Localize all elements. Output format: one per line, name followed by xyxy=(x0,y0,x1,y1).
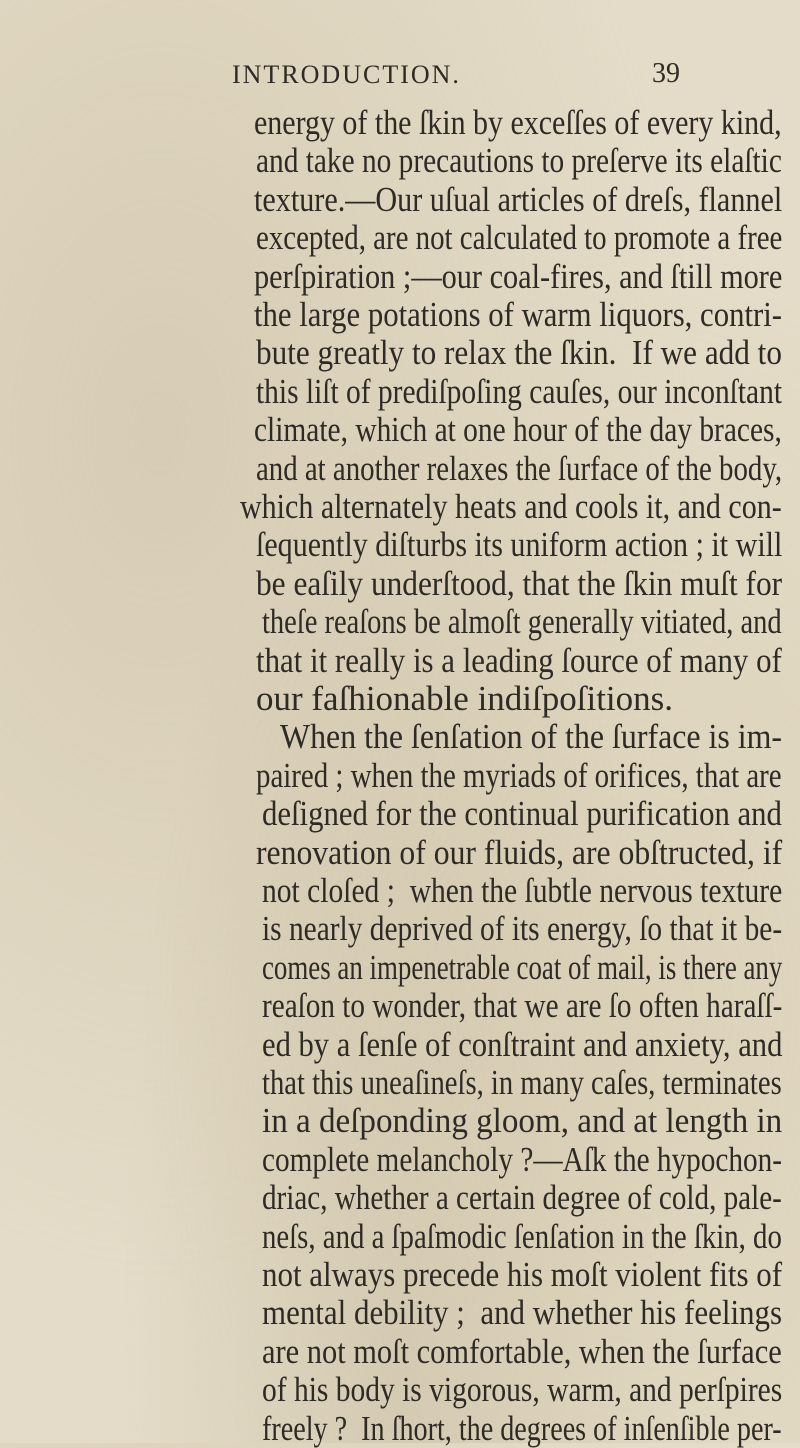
text-line: freely ? In ſhort, the degrees of inſenſible per- xyxy=(262,1408,782,1448)
text-line: which alternately heats and cools it, and con- xyxy=(240,487,782,526)
running-title: INTRODUCTION. xyxy=(232,60,461,89)
text-line: climate, which at one hour of the day braces, xyxy=(254,410,782,450)
text-line: paired ; when the myriads of orifices, that are xyxy=(256,755,782,795)
page-header xyxy=(0,58,800,98)
text-line: that it really is a leading ſource of many of xyxy=(256,640,782,680)
text-line: not always precede his moſt violent fits of xyxy=(262,1255,783,1294)
page-number: 39 xyxy=(652,58,680,89)
text-line: driac, whether a certain degree of cold, pale- xyxy=(262,1178,782,1218)
text-line: perſpiration ;—our coal-fires, and ſtill more xyxy=(254,256,783,296)
text-line: our faſhionable indiſpoſitions. xyxy=(256,679,674,718)
text-line: texture.—Our uſual articles of dreſs, flannel xyxy=(254,179,783,219)
text-line: complete melancholy ?—Aſk the hypochon- xyxy=(262,1139,783,1179)
text-line: comes an impenetrable coat of mail, is there any xyxy=(262,947,783,987)
text-line: When the ſenſation of the ſurface is im- xyxy=(280,717,783,757)
text-line: mental debility ; and whether his feelings xyxy=(262,1293,783,1333)
text-line: ſequently diſturbs its uniform action ; it will xyxy=(256,525,783,565)
text-line: deſigned for the continual purification and xyxy=(262,794,782,834)
text-line: that this uneaſineſs, in many caſes, terminates xyxy=(262,1063,782,1102)
text-line: theſe reaſons be almoſt generally vitiated, and xyxy=(262,602,782,642)
text-line: the large potations of warm liquors, contri- xyxy=(254,295,783,334)
text-line: in a deſponding gloom, and at length in xyxy=(262,1101,783,1141)
text-line: not cloſed ; when the ſubtle nervous texture xyxy=(262,871,783,910)
text-line: energy of the ſkin by exceſſes of every kind, xyxy=(254,103,782,142)
text-line: neſs, and a ſpaſmodic ſenſation in the ſkin, do xyxy=(262,1216,782,1256)
text-line: ed by a ſenſe of conſtraint and anxiety, and xyxy=(262,1024,783,1064)
text-line: and take no precautions to preſerve its elaſtic xyxy=(256,141,782,181)
text-line: be eaſily underſtood, that the ſkin muſt for xyxy=(256,563,783,603)
text-line: bute greatly to relax the ſkin. If we add to xyxy=(256,333,782,373)
text-line: reaſon to wonder, that we are ſo often haraſſ- xyxy=(262,986,783,1026)
text-line: of his body is vigorous, warm, and perſpires xyxy=(262,1370,783,1410)
text-line: and at another relaxes the ſurface of the body, xyxy=(256,448,783,488)
text-line: renovation of our fluids, are obſtructed, if xyxy=(256,832,783,872)
text-line: is nearly deprived of its energy, ſo that it be- xyxy=(262,909,783,949)
text-line: this liſt of prediſpoſing cauſes, our inconſtant xyxy=(256,371,783,411)
text-line: excepted, are not calculated to promote a free xyxy=(256,218,783,258)
text-line: are not moſt comfortable, when the ſurface xyxy=(262,1331,782,1371)
